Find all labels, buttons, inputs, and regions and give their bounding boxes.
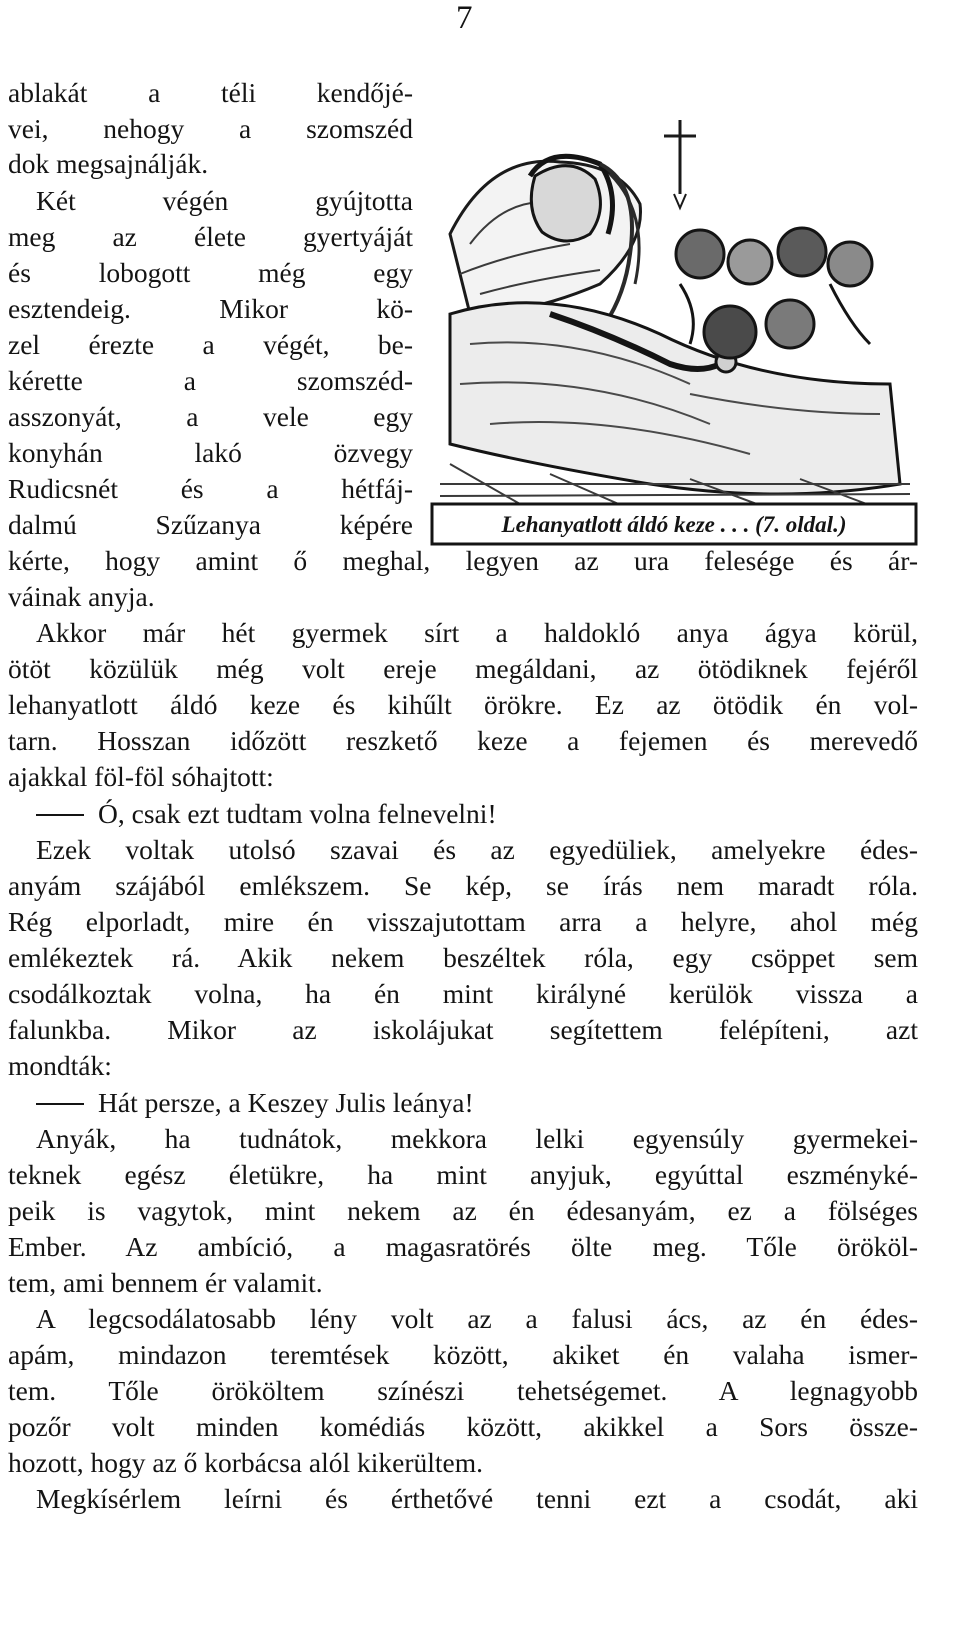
text-line: csodálkoztak volna, ha én mint királyné kerülök vissza a xyxy=(8,978,918,1009)
deathbed-scene-illustration xyxy=(430,84,918,547)
text-line: kérte, hogy amint ő meghal, legyen az ura felesége és ár- xyxy=(8,545,918,576)
text-line: váinak anyja. xyxy=(8,581,155,612)
text-line: és lobogott még egy xyxy=(8,257,413,288)
text-line: teknek egész életükre, ha mint anyjuk, egyúttal eszményké- xyxy=(8,1159,918,1190)
dialogue-line xyxy=(36,796,497,832)
blanket xyxy=(450,303,900,494)
children-heads xyxy=(676,228,872,358)
text-line: mondták: xyxy=(8,1050,112,1081)
text-line: Ezek voltak utolsó szavai és az egyedüliek, amelyekre édes- xyxy=(36,834,918,865)
text-line: peik is vagytok, mint nekem az én édesanyám, ez a fölséges xyxy=(8,1195,918,1226)
text-line: anyám szájából emlékszem. Se kép, se írás nem maradt róla. xyxy=(8,870,918,901)
dialogue-line xyxy=(36,1085,474,1121)
text-line: Rég elporladt, mire én visszajutottam arra a helyre, ahol még xyxy=(8,906,918,937)
text-line: pozőr volt minden komédiás között, akikkel a Sors össze- xyxy=(8,1411,918,1442)
text-line: meg az élete gyertyáját xyxy=(8,221,413,252)
text-line: Ember. Az ambíció, a magasratörés ölte meg. Tőle örököl- xyxy=(8,1231,918,1262)
text-line: hozott, hogy az ő korbácsa alól kikerültem. xyxy=(8,1447,483,1478)
em-dash xyxy=(36,814,84,816)
text-line: Rudicsnét és a hétfáj- xyxy=(8,473,413,504)
text-line: esztendeig. Mikor kö- xyxy=(8,293,413,324)
text-line: tem. Tőle örököltem színészi tehetségemet. A legnagyobb xyxy=(8,1375,918,1406)
text-line: ablakát a téli kendőjé- xyxy=(8,77,413,108)
dialogue-text: Hát persze, a Keszey Julis leánya! xyxy=(98,1087,474,1118)
text-line: vei, nehogy a szomszéd xyxy=(8,113,413,144)
page-number: 7 xyxy=(456,0,473,36)
text-line: kérette a szomszéd- xyxy=(8,365,413,396)
dialogue-text: Ó, csak ezt tudtam volna felnevelni! xyxy=(98,798,497,829)
text-line: apám, mindazon teremtések között, akiket én valaha ismer- xyxy=(8,1339,918,1370)
text-line: falunkba. Mikor az iskolájukat segítettem felépíteni, azt xyxy=(8,1014,918,1045)
text-line: lehanyatlott áldó keze és kihűlt örökre. Ez az ötödik én vol- xyxy=(8,689,918,720)
text-line: Két végén gyújtotta xyxy=(36,185,413,216)
text-line: tem, ami bennem ér valamit. xyxy=(8,1267,323,1298)
text-line: konyhán lakó özvegy xyxy=(8,437,413,468)
text-line: Anyák, ha tudnátok, mekkora lelki egyensúly gyermekei- xyxy=(36,1123,918,1154)
woman-head xyxy=(531,166,600,241)
em-dash xyxy=(36,1103,84,1105)
text-line: ötöt közülük még volt ereje megáldani, az ötödiknek fejéről xyxy=(8,653,918,684)
text-line: emlékeztek rá. Akik nekem beszéltek róla, egy csöppet sem xyxy=(8,942,918,973)
text-line: A legcsodálatosabb lény volt az a falusi ács, az én édes- xyxy=(36,1303,918,1334)
text-line: Akkor már hét gyermek sírt a haldokló anya ágya körül, xyxy=(36,617,918,648)
text-line: dok megsajnálják. xyxy=(8,148,209,179)
crucifix-icon xyxy=(664,120,696,208)
text-line: zel érezte a végét, be- xyxy=(8,329,413,360)
text-line: ajakkal föl-föl sóhajtott: xyxy=(8,761,274,792)
illustration-caption: Lehanyatlott áldó keze . . . (7. oldal.) xyxy=(501,512,847,537)
text-line: dalmú Szűzanya képére xyxy=(8,509,413,540)
text-line: asszonyát, a vele egy xyxy=(8,401,413,432)
text-line: Megkísérlem leírni és érthetővé tenni ezt a csodát, aki xyxy=(36,1483,918,1514)
text-line: tarn. Hosszan időzött reszkető keze a fejemen és merevedő xyxy=(8,725,918,756)
